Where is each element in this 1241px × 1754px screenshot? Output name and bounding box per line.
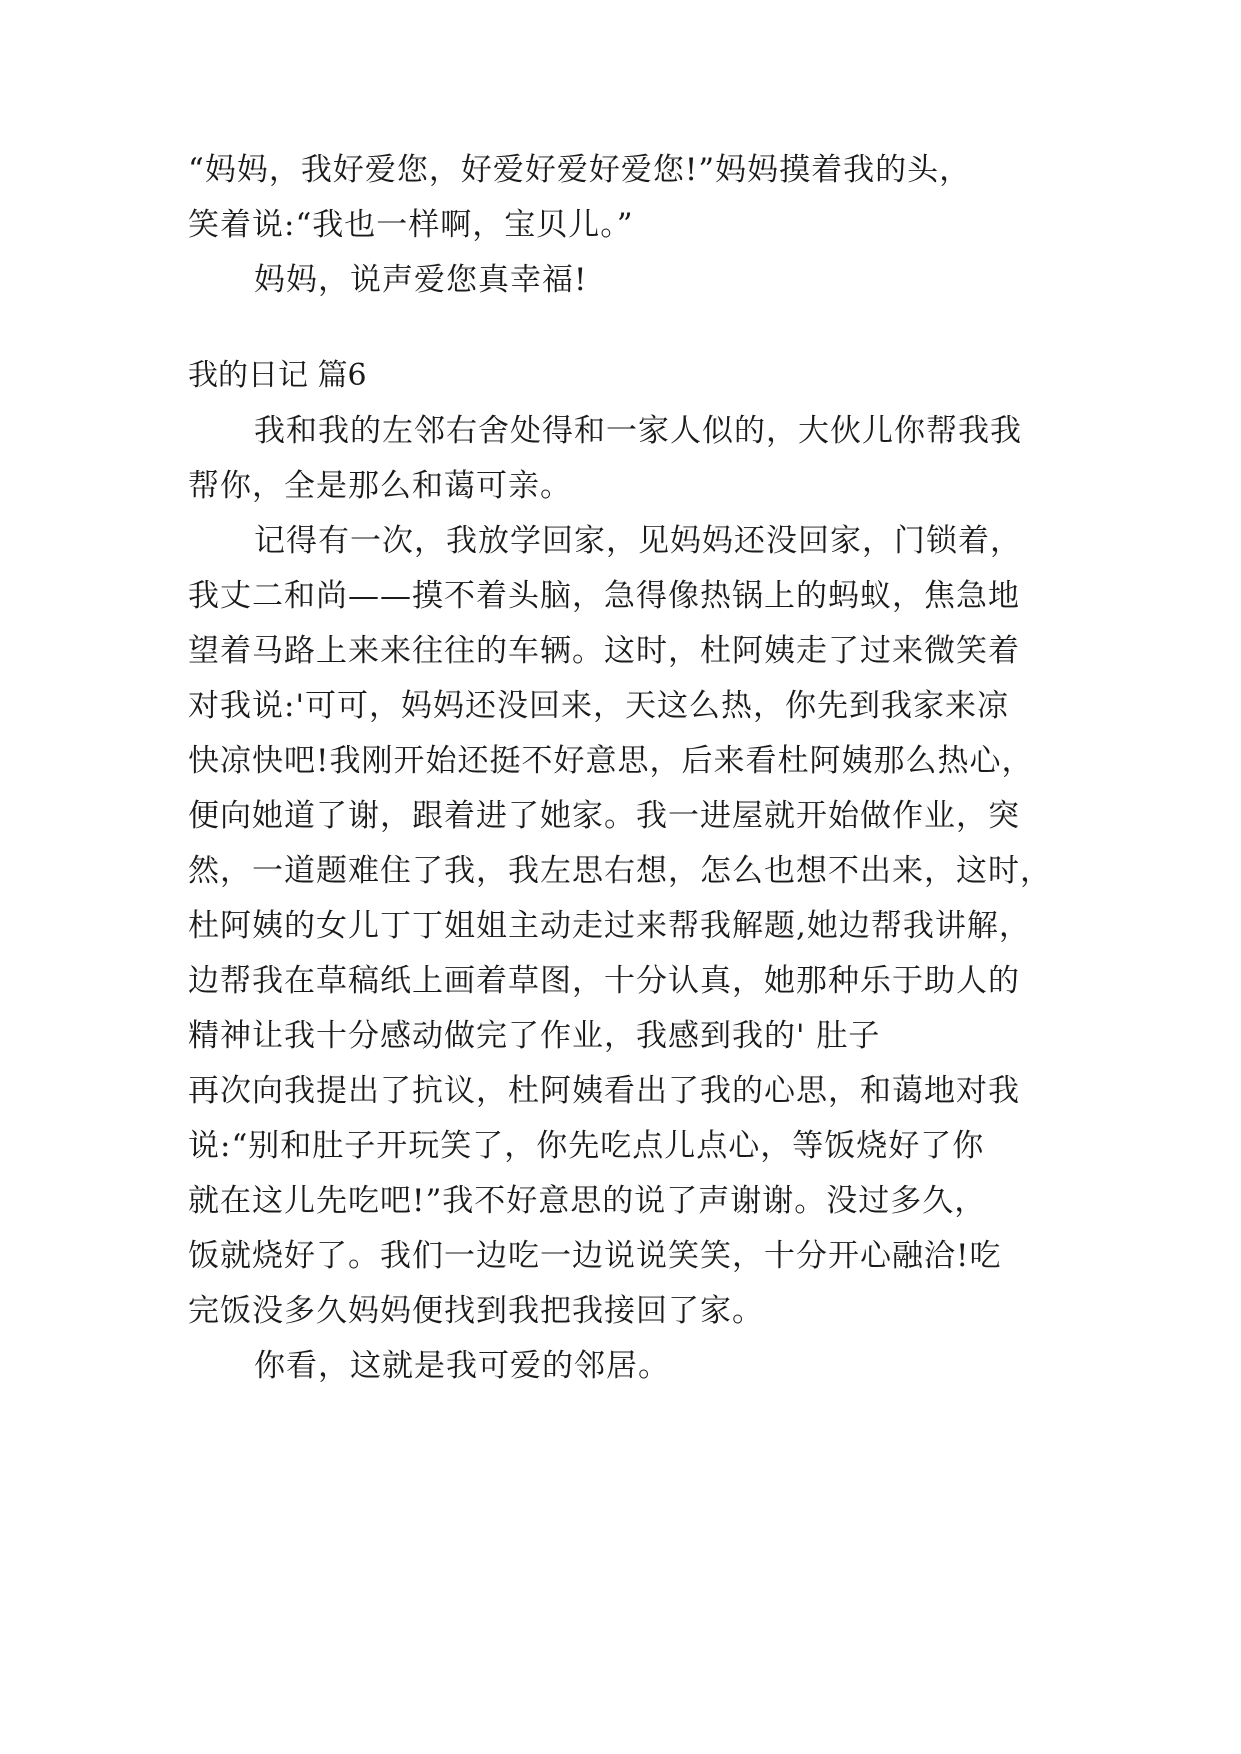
text-line: 就在这儿先吃吧!”我不好意思的说了声谢谢。没过多久， bbox=[188, 1183, 987, 1219]
text-line: 说:“别和肚子开玩笑了，你先吃点儿点心，等饭烧好了你 bbox=[188, 1128, 985, 1164]
text-line: 边帮我在草稿纸上画着草图，十分认真，她那种乐于助人的 bbox=[188, 963, 1020, 999]
text-line: 快凉快吧!我刚开始还挺不好意思，后来看杜阿姨那么热心， bbox=[188, 743, 1034, 779]
text-line: 饭就烧好了。我们一边吃一边说说笑笑，十分开心融洽!吃 bbox=[188, 1238, 1002, 1274]
text-line: 记得有一次，我放学回家，见妈妈还没回家，门锁着， bbox=[254, 523, 1022, 559]
text-line: 杜阿姨的女儿丁丁姐姐主动走过来帮我解题,她边帮我讲解， bbox=[188, 908, 1031, 944]
text-line: 精神让我十分感动做完了作业，我感到我的' 肚子 bbox=[188, 1018, 881, 1054]
section-heading: 我的日记 篇6 bbox=[188, 358, 367, 393]
text-line: “妈妈，我好爱您，好爱好爱好爱您!”妈妈摸着我的头， bbox=[188, 152, 972, 188]
text-line: 再次向我提出了抗议，杜阿姨看出了我的心思，和蔼地对我 bbox=[188, 1073, 1020, 1109]
text-line: 帮你，全是那么和蔼可亲。 bbox=[188, 468, 572, 504]
text-line: 我丈二和尚——摸不着头脑，急得像热锅上的蚂蚁，焦急地 bbox=[188, 578, 1020, 614]
text-line: 然，一道题难住了我，我左思右想，怎么也想不出来，这时， bbox=[188, 853, 1052, 889]
text-line: 完饭没多久妈妈便找到我把我接回了家。 bbox=[188, 1293, 764, 1329]
text-line: 我和我的左邻右舍处得和一家人似的，大伙儿你帮我我 bbox=[254, 413, 1022, 449]
text-line: 你看，这就是我可爱的邻居。 bbox=[254, 1348, 670, 1384]
text-line: 望着马路上来来往往的车辆。这时，杜阿姨走了过来微笑着 bbox=[188, 633, 1020, 669]
text-line: 对我说:'可可，妈妈还没回来，天这么热，你先到我家来凉 bbox=[188, 688, 1009, 724]
text-line: 便向她道了谢，跟着进了她家。我一进屋就开始做作业，突 bbox=[188, 798, 1020, 834]
text-line: 妈妈，说声爱您真幸福! bbox=[254, 262, 588, 298]
text-line: 笑着说:“我也一样啊，宝贝儿。” bbox=[188, 207, 634, 243]
